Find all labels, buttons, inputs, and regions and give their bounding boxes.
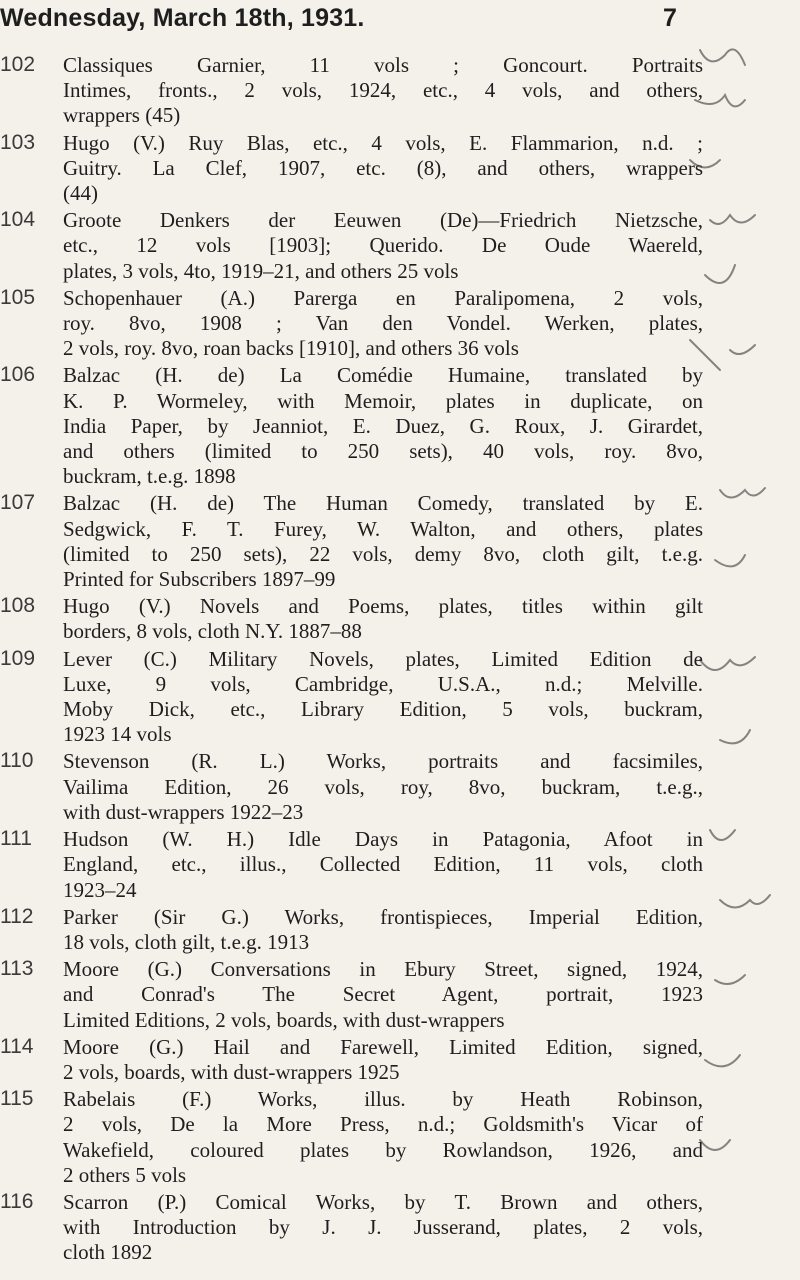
catalogue-lot-list	[0, 53, 800, 1268]
lot-description-line: 2 vols, boards, with dust-wrappers 1925	[63, 1059, 400, 1084]
lot-number: 112	[0, 904, 34, 928]
lot-number: 104	[0, 208, 36, 232]
lot-number: 115	[0, 1087, 34, 1111]
lot-number: 110	[0, 749, 34, 773]
lot-description-line: Moore (G.) Hail and Farewell, Limited Edition, signed,	[63, 1034, 703, 1059]
lot-description-line: Moby Dick, etc., Library Edition, 5 vols, buckram,	[63, 697, 703, 722]
lot-description-line: Parker (Sir G.) Works, frontispieces, Imperial Edition,	[63, 904, 703, 929]
lot-description-line: Hugo (V.) Novels and Poems, plates, titles within gilt	[63, 594, 703, 619]
lot-description-line: Hudson (W. H.) Idle Days in Patagonia, Afoot in	[63, 827, 703, 852]
lot-description-line: Moore (G.) Conversations in Ebury Street, signed, 1924,	[63, 957, 703, 982]
lot-description-line: K. P. Wormeley, with Memoir, plates in duplicate, on	[63, 388, 703, 413]
lot-description-line: 2 others 5 vols	[63, 1162, 187, 1187]
lot-description-line: England, etc., illus., Collected Edition, 11 vols, cloth	[63, 852, 703, 877]
lot-entry	[0, 1035, 800, 1085]
lot-entry	[0, 131, 800, 207]
lot-number: 106	[0, 363, 36, 387]
lot-description-line: and Conrad's The Secret Agent, portrait, 1923	[63, 982, 703, 1007]
lot-entry	[0, 905, 800, 955]
lot-description-line: Wakefield, coloured plates by Rowlandson, 1926, and	[63, 1137, 703, 1162]
lot-entry	[0, 286, 800, 362]
lot-description-line: Luxe, 9 vols, Cambridge, U.S.A., n.d.; Melville.	[63, 671, 703, 696]
lot-description-line: buckram, t.e.g. 1898	[63, 464, 236, 489]
lot-description-line: with Introduction by J. J. Jusserand, plates, 2 vols,	[63, 1215, 703, 1240]
lot-entry	[0, 749, 800, 825]
lot-number: 102	[0, 53, 36, 76]
lot-description-line: roy. 8vo, 1908 ; Van den Vondel. Werken, plates,	[63, 311, 703, 336]
lot-description-line: Intimes, fronts., 2 vols, 1924, etc., 4 vols, and others,	[63, 78, 703, 103]
lot-description-line: Groote Denkers der Eeuwen (De)—Friedrich Nietzsche,	[63, 208, 703, 233]
lot-entry	[0, 1190, 800, 1266]
lot-description-line: 1923–24	[63, 877, 137, 902]
lot-entry	[0, 363, 800, 489]
lot-description-line: Scarron (P.) Comical Works, by T. Brown and others,	[63, 1189, 703, 1214]
lot-description-line: cloth 1892	[63, 1240, 153, 1265]
lot-number: 107	[0, 491, 36, 515]
lot-entry	[0, 827, 800, 903]
lot-entry	[0, 647, 800, 748]
lot-description-line: Rabelais (F.) Works, illus. by Heath Robinson,	[63, 1087, 703, 1112]
lot-number: 103	[0, 130, 36, 154]
lot-description-line: India Paper, by Jeanniot, E. Duez, G. Roux, J. Girardet,	[63, 413, 703, 438]
lot-description-line: (limited to 250 sets), 22 vols, demy 8vo, cloth gilt, t.e.g.	[63, 541, 703, 566]
lot-description-line: plates, 3 vols, 4to, 1919–21, and others 25 vols	[63, 258, 459, 283]
lot-description-line: etc., 12 vols [1903]; Querido. De Oude Waereld,	[63, 233, 703, 258]
lot-number: 113	[0, 957, 34, 981]
lot-description-line: wrappers (45)	[63, 103, 181, 128]
lot-entry	[0, 957, 800, 1033]
lot-description-line: 1923 14 vols	[63, 722, 172, 747]
lot-description-line: Balzac (H. de) The Human Comedy, translated by E.	[63, 491, 703, 516]
lot-description-line: Guitry. La Clef, 1907, etc. (8), and others, wrappers	[63, 155, 703, 180]
lot-description-line: Schopenhauer (A.) Parerga en Paralipomena, 2 vols,	[63, 285, 703, 310]
lot-number: 114	[0, 1034, 34, 1058]
lot-description-line: Balzac (H. de) La Comédie Humaine, translated by	[63, 363, 703, 388]
lot-description-line: 2 vols, roy. 8vo, roan backs [1910], and others 36 vols	[63, 336, 519, 361]
lot-description-line: Printed for Subscribers 1897–99	[63, 567, 336, 592]
lot-description-line: and others (limited to 250 sets), 40 vols, roy. 8vo,	[63, 439, 703, 464]
sale-date-header: Wednesday, March 18th, 1931.	[0, 4, 365, 32]
lot-entry	[0, 491, 800, 592]
lot-description-line: Hugo (V.) Ruy Blas, etc., 4 vols, E. Flammarion, n.d. ;	[63, 130, 703, 155]
lot-number: 116	[0, 1189, 34, 1213]
lot-description-line: Limited Editions, 2 vols, boards, with dust-wrappers	[63, 1007, 505, 1032]
lot-number: 111	[0, 827, 32, 851]
lot-description-line: Vailima Edition, 26 vols, roy, 8vo, buckram, t.e.g.,	[63, 774, 703, 799]
lot-description-line: borders, 8 vols, cloth N.Y. 1887–88	[63, 619, 362, 644]
lot-description-line: with dust-wrappers 1922–23	[63, 799, 304, 824]
lot-entry	[0, 1087, 800, 1188]
lot-description-line: 18 vols, cloth gilt, t.e.g. 1913	[63, 929, 310, 954]
lot-description-line: Stevenson (R. L.) Works, portraits and facsimiles,	[63, 749, 703, 774]
lot-number: 109	[0, 646, 36, 670]
lot-number: 108	[0, 594, 36, 618]
page-number: 7	[663, 4, 677, 32]
lot-description-line: (44)	[63, 181, 98, 206]
lot-description-line: Sedgwick, F. T. Furey, W. Walton, and others, plates	[63, 516, 703, 541]
lot-description-line: Classiques Garnier, 11 vols ; Goncourt. Portraits	[63, 53, 703, 77]
lot-description-line: 2 vols, De la More Press, n.d.; Goldsmith's Vicar of	[63, 1112, 703, 1137]
lot-description-line: Lever (C.) Military Novels, plates, Limited Edition de	[63, 646, 703, 671]
lot-entry	[0, 594, 800, 644]
lot-entry	[0, 53, 800, 129]
lot-entry	[0, 208, 800, 284]
lot-number: 105	[0, 285, 36, 309]
